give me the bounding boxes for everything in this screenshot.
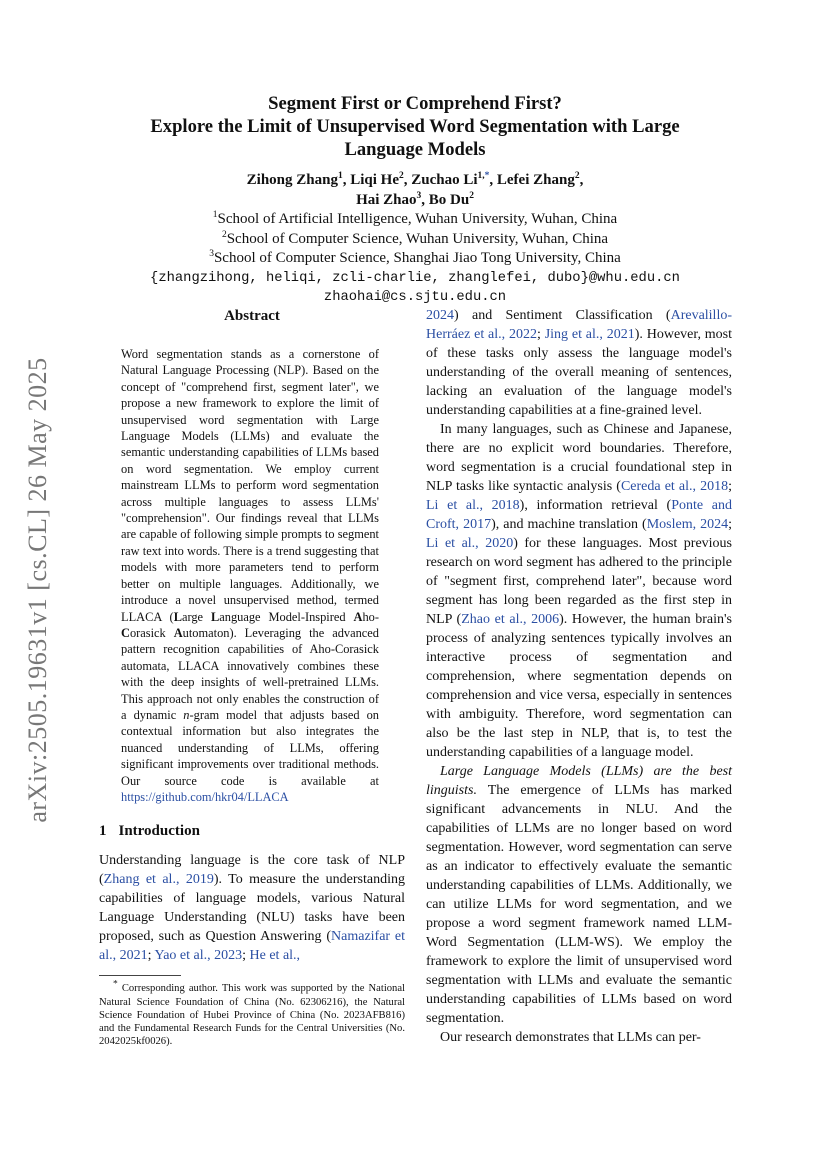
arxiv-stamp xyxy=(18,340,58,840)
section-heading-introduction xyxy=(99,821,405,841)
author-sup xyxy=(478,171,490,181)
section-number: 1 xyxy=(99,823,107,840)
text-span: ) for these languages. Most previous research on word segment has adhered to the principle of "segment first, comprehend later", because word segment has long been regarded as the first step in NLP ( xyxy=(426,536,733,627)
abstract-span: anguage Model-Inspired xyxy=(219,609,354,624)
author-line xyxy=(90,190,740,210)
footnote-divider xyxy=(99,975,181,976)
author-sup: 3 xyxy=(416,191,422,201)
section-title: Introduction xyxy=(118,823,200,840)
author-emails xyxy=(90,269,740,308)
citation-link[interactable]: Ponte and Croft, 2017 xyxy=(426,498,732,532)
text-span: ). To measure the understanding capabilities of language models, various Natural Language Understanding (NLU) tasks have been proposed, such as Question Answering ( xyxy=(99,872,405,945)
paper-header xyxy=(90,92,740,308)
text-span: The emergence of LLMs has marked significant advancements in NLU. And the capabilities of LLMs are no longer based on word segmentation. However, word segmentation can serve as an indicator to effectively evaluate the semantic understanding capabilities of LLMs. Additionally, we can utilize LLMs for word segmentation, and we propose a word segment framework named LLM-Word Segmentation (LLM-WS). We employ the framework to explore the limit of unsupervised word segmentation with LLMs and evaluate the semantic understanding capabilities of LLMs based on word segmentation. xyxy=(426,783,732,1026)
citation-link[interactable]: He et al., xyxy=(249,948,301,964)
citation-link[interactable]: Moslem, 2024 xyxy=(646,517,729,532)
text-span: In many languages, such as Chinese and Japanese, there are no explicit word boundaries. Therefore, word segmentation is a crucial foundational step in NLP tasks like syntactic analysis ( xyxy=(426,422,732,494)
affiliation xyxy=(90,230,740,250)
abstract-span: arge xyxy=(181,609,211,624)
intro-paragraph xyxy=(426,420,732,762)
abstract-span: Word segmentation stands as a cornerstone of Natural Language Processing (NLP). Based on the concept of "comprehend first, segment later", we propose a new framework to explore the limit of unsupervised word segmentation with Large Language Models (LLMs) and evaluate the semantic understanding capabilities of LLMs based on word segmentation. We employ current mainstream LLMs to perform word segmentation across multiple languages to assess LLMs' "comprehension". Our findings reveal that LLMs are capable of following simple prompts to segment raw text into words. There is a trend suggesting that models with more parameters tend to perform better on multiple languages. Additionally, we introduce a novel unsupervised method, termed LLACA ( xyxy=(121,347,379,624)
text-span: ; xyxy=(728,479,732,494)
text-span: ). However, most of these tasks only assess the language model's understanding of the overall meaning of sentences, lacking an evaluation of the language model's understanding capabilities at a fine-grained level. xyxy=(426,327,733,418)
abstract-text xyxy=(121,346,379,805)
intro-paragraph xyxy=(99,851,405,965)
affiliation-sup: 2 xyxy=(221,229,227,240)
text-span: ; xyxy=(536,327,545,342)
affiliation-sup: 1 xyxy=(212,210,218,220)
citation-link[interactable]: Cereda et al., 2018 xyxy=(620,479,729,494)
author-name: Lefei Zhang xyxy=(496,172,575,188)
affiliations xyxy=(90,210,740,269)
affiliation xyxy=(90,249,740,269)
text-span: Understanding language is the core task of NLP ( xyxy=(99,853,405,888)
title-line: Language Models xyxy=(344,139,486,160)
author-sup: 2 xyxy=(398,171,404,181)
citation-link[interactable]: Yao et al., 2023 xyxy=(154,948,243,964)
text-span: ), and machine translation ( xyxy=(491,517,647,532)
author-name: Hai Zhao xyxy=(356,192,417,208)
author-name: Zuchao Li xyxy=(411,172,478,188)
abstract-span: orasick xyxy=(129,625,174,640)
affiliation-text: School of Artificial Intelligence, Wuhan University, Wuhan, China xyxy=(217,211,618,227)
abstract-span: ho- xyxy=(362,609,379,624)
author-list xyxy=(90,170,740,210)
author-sep: , xyxy=(403,172,412,188)
text-span: ; xyxy=(242,948,250,964)
abstract-span: -gram model that adjusts based on contextual information but also integrates the nuanced understanding of LLMs, offering significant improvements over traditional methods. Our source code is available at xyxy=(121,707,379,788)
italic-lead: Large Language Models (LLMs) are the best linguists. xyxy=(426,764,732,798)
right-column xyxy=(426,306,732,1047)
acronym-letter: A xyxy=(173,625,183,640)
math-variable: n xyxy=(183,707,190,722)
citation-link[interactable]: Li et al., 2018 xyxy=(426,498,520,513)
footnote-text: Corresponding author. This work was supported by the National Natural Science Foundation of China (No. 62306216), the Natural Science Foundation of Hubei Province of China (No. 2023AFB816) and the Fundamental Research Funds for the Central Universities (No. 2042025kf0026). xyxy=(99,983,406,1048)
email-line: {zhangzihong, heliqi, zcli-charlie, zhanglefei, dubo}@whu.edu.cn xyxy=(150,270,680,286)
footnote xyxy=(99,979,406,1048)
arxiv-identifier: arXiv:2505.19631v1 [cs.CL] 26 May 2025 xyxy=(23,357,52,823)
email-line: zhaohai@cs.sjtu.edu.cn xyxy=(323,290,507,305)
citation-link[interactable]: Zhang et al., 2019 xyxy=(103,872,214,888)
affiliation xyxy=(90,210,740,230)
acronym-letter: C xyxy=(121,625,130,640)
left-column xyxy=(99,306,405,1048)
author-line xyxy=(90,170,740,190)
footnote-mark: * xyxy=(113,979,118,990)
author-sep: , xyxy=(421,192,429,208)
paper-title xyxy=(90,92,740,161)
author-sup-num: 1, xyxy=(477,171,485,181)
title-line: Segment First or Comprehend First? xyxy=(268,93,562,114)
text-span: ; xyxy=(728,517,732,532)
author-sep: , xyxy=(579,172,584,188)
author-name: Liqi He xyxy=(350,172,399,188)
text-span: ) and Sentiment Classification ( xyxy=(454,308,671,323)
acronym-letter: A xyxy=(353,609,363,624)
citation-link[interactable]: 2024 xyxy=(426,308,454,323)
text-span: ). However, the human brain's process of analyzing sentences typically involves an interactive process of segmentation and comprehension, where segmentation depends on comprehension and vice versa, especially in sentences with ambiguity. Therefore, word segmentation can also be the last step in NLP, that is, to test the understanding capabilities of a language model. xyxy=(426,612,732,760)
corresponding-mark[interactable]: * xyxy=(484,171,490,181)
intro-paragraph: Our research demonstrates that LLMs can per- xyxy=(440,1030,701,1045)
affiliation-sup: 3 xyxy=(209,249,214,259)
author-sup: 2 xyxy=(574,171,580,181)
affiliation-text: School of Computer Science, Wuhan University, Wuhan, China xyxy=(226,230,609,247)
author-name: Zihong Zhang xyxy=(246,172,338,188)
acronym-letter: L xyxy=(211,609,220,624)
abstract-heading: Abstract xyxy=(224,308,280,324)
author-sup: 2 xyxy=(469,191,474,201)
source-code-link[interactable]: https://github.com/hkr04/LLACA xyxy=(121,789,289,804)
text-span: ; xyxy=(147,948,155,964)
intro-paragraph xyxy=(426,306,732,420)
citation-link[interactable]: Li et al., 2020 xyxy=(426,536,514,551)
author-sep: , xyxy=(342,172,351,188)
author-sep: , xyxy=(489,172,497,188)
text-span: ), information retrieval ( xyxy=(519,498,672,513)
acronym-letter: L xyxy=(173,609,182,624)
author-name: Bo Du xyxy=(428,192,470,208)
author-sup: 1 xyxy=(337,171,343,181)
abstract-span: utomaton). Leveraging the advanced pattern recognition capabilities of Aho-Corasick automata, LLACA innovatively combines these with the deep insights of well-pretrained LLMs. This approach not only enables the construction of a dynamic xyxy=(121,625,379,722)
title-line: Explore the Limit of Unsupervised Word Segmentation with Large xyxy=(150,116,680,137)
citation-link[interactable]: Jing et al., 2021 xyxy=(544,327,635,342)
affiliation-text: School of Computer Science, Shanghai Jiao Tong University, China xyxy=(213,250,621,266)
citation-link[interactable]: Namazifar et al., 2021 xyxy=(99,929,405,964)
citation-link[interactable]: Zhao et al., 2006 xyxy=(461,612,560,627)
intro-paragraph xyxy=(426,762,732,1028)
citation-link[interactable]: Arevalillo-Herráez et al., 2022 xyxy=(426,308,732,342)
